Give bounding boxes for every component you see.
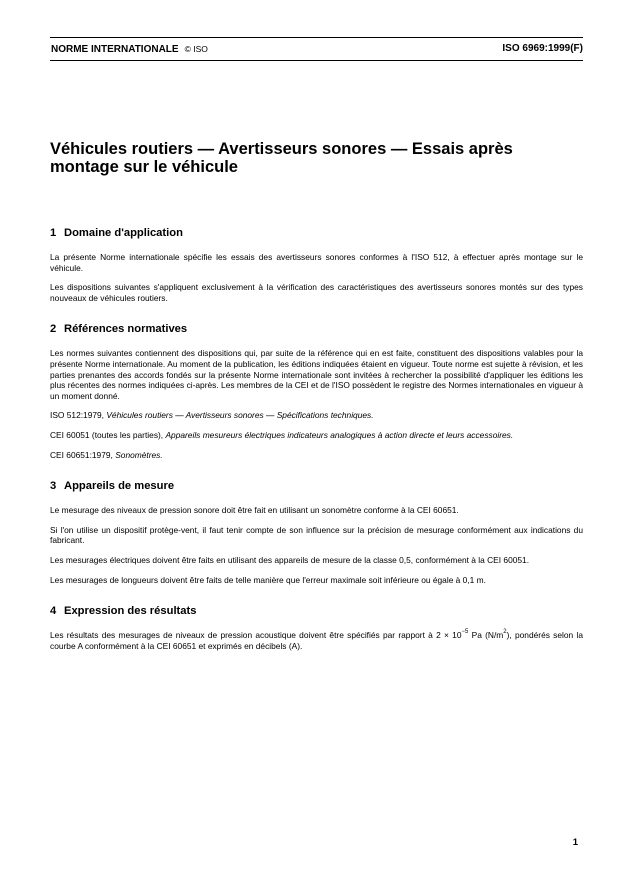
header-standard-type: NORME INTERNATIONALE — [51, 44, 179, 55]
section-heading: 1 Domaine d'application — [50, 227, 183, 239]
header-top-rule — [50, 37, 583, 38]
paragraph: Les mesurages de longueurs doivent être faits de telle manière que l'erreur maximale soit inférieure ou égale à 0,1 m. — [50, 574, 486, 585]
section-heading: 4 Expression des résultats — [50, 605, 197, 618]
section-heading: 3 Appareils de mesure — [50, 480, 175, 493]
header-copyright: © ISO — [184, 44, 208, 54]
paragraph: Le mesurage des niveaux de pression sonore doit être fait en utilisant un sonomètre conforme à la CEI 60651. — [50, 505, 459, 516]
header-bottom-rule — [50, 60, 583, 61]
section-expression-of-results — [50, 604, 583, 651]
page-number: 1 — [572, 837, 578, 848]
document-title — [50, 140, 583, 176]
paragraph: Les résultats des mesurages de niveaux de pression acoustique doivent être spécifiés par rapport à $2 \times 10^{-5}$ Pa $(N/m^2)$, pondérés selon la courbe A conformément à la CEI 60651 et exprimés en décibels (A). — [50, 629, 583, 651]
title-line-2: montage sur le véhicule — [50, 158, 238, 176]
paragraph: Les dispositions suivantes s'appliquent exclusivement à la vérification des caractéristiques des avertisseurs sonores montés sur des types nouveaux de véhicules routiers. — [50, 282, 583, 303]
reference-iso-512: ISO 512:1979, Véhicules routiers — Avertisseurs sonores — Spécifications techniques. — [50, 410, 374, 421]
paragraph: La présente Norme internationale spécifie les essais des avertisseurs sonores conformes à l'ISO 512, à effectuer après montage sur le véhicule. — [50, 252, 583, 273]
section-normative-references — [50, 322, 583, 460]
section-measuring-instruments — [50, 479, 583, 585]
title-line-1: Véhicules routiers — Avertisseurs sonores — Essais après — [50, 140, 513, 158]
header-standard-code: ISO 6969:1999(F) — [502, 43, 583, 54]
header-left — [51, 43, 208, 56]
section-scope — [50, 226, 583, 303]
reference-cei-60651: CEI 60651:1979, Sonomètres. — [50, 449, 163, 460]
paragraph: Les normes suivantes contiennent des dispositions qui, par suite de la référence qui en est faite, constituent des dispositions valables pour la présente Norme internationale. Au moment de la publication, les éditions indiquées étaient en vigueur. Toute norme est sujette à révision, et les parties prenantes des accords fondés sur la présente Norme internationale sont invitées à rechercher la possibilité d'appliquer les éditions les plus récentes des normes indiquées ci-après. Les membres de la CEI et de l'ISO possèdent le registre des Normes internationales en vigueur à un moment donné. — [50, 348, 583, 401]
section-heading: 2 Références normatives — [50, 323, 188, 336]
paragraph: Si l'on utilise un dispositif protège-vent, il faut tenir compte de son influence sur la précision de mesurage conformément aux indications du fabricant. — [50, 524, 583, 546]
reference-cei-60051: CEI 60051 (toutes les parties), Appareils mesureurs électriques indicateurs analogiques à action directe et leurs accessoires. — [50, 429, 514, 440]
document-body — [50, 226, 583, 670]
paragraph: Les mesurages électriques doivent être faits en utilisant des appareils de mesure de la classe 0,5, conformément à la CEI 60051. — [50, 554, 530, 565]
